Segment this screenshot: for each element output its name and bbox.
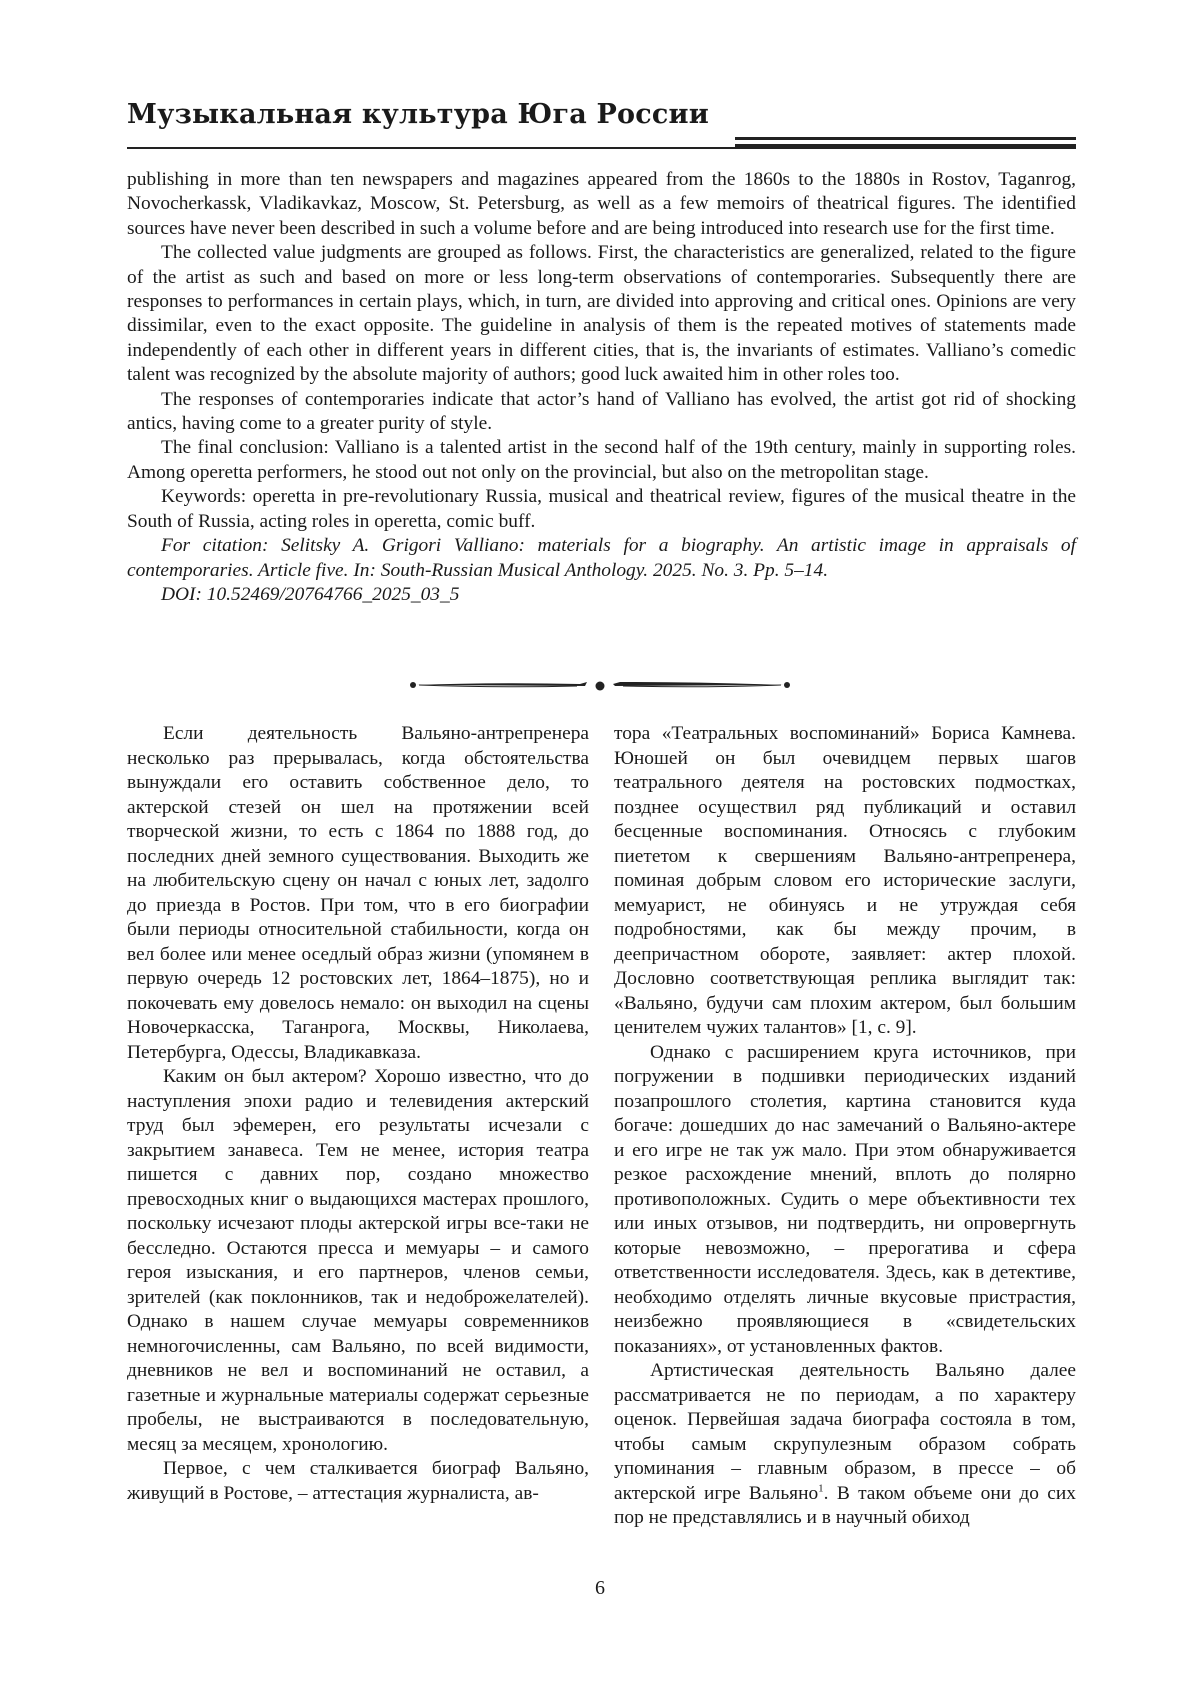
keywords: Keywords: operetta in pre-revolutionary Russia, musical and theatrical review, figures of the musical theatre in the South of Russia, acting roles in operetta, comic buff. [127,486,1076,532]
abstract-paragraph: The final conclusion: Valliano is a talented artist in the second half of the 19th century, mainly in supporting roles. Among operetta performers, he stood out not only on the provincial, but also on the metropolitan stage. [127,437,1076,483]
footnote-marker[interactable]: 1 [818,1482,824,1495]
header-rule-double [735,137,1076,147]
ornament-divider-icon [405,673,795,697]
citation: For citation: Selitsky A. Grigori Valliano: materials for a biography. An artistic image in appraisals of contemporaries. Article five. In: South-Russian Musical Anthology. 2025. No. 3. Pp. 5–14. [127,535,1076,581]
body-paragraph: Если деятельность Вальяно-антрепренера несколько раз прерывалась, когда обстоятельства вынуждали его оставить собственное дело, то актерской стезей он шел на протяжении всей творческой жизни, то есть с 1864 по 1888 год, до последних дней земного существования. Выходить же на любительскую сцену он начал с юных лет, задолго до приезда в Ростов. При том, что в его биографии были периоды относительной стабильности, когда он вел более или менее оседлый образ жизни (упомянем в первую очередь 12 ростовских лет, 1864–1875), но и покочевать ему довелось немало: он выходил на сцены Новочеркасска, Таганрога, Москвы, Николаева, Петербурга, Одессы, Владикавказа. [127,723,589,1063]
abstract-paragraph: publishing in more than ten newspapers and magazines appeared from the 1860s to the 1880s in Rostov, Taganrog, Novocherkassk, Vladikavkaz, Moscow, St. Petersburg, as well as a few memoirs of theatrical figures. The identified sources have never been described in such a volume before and are being introduced into research use for the first time. [127,169,1076,239]
left-column [127,722,589,1506]
abstract-paragraph: The collected value judgments are grouped as follows. First, the characteristics are generalized, related to the figure of the artist as such and based on more or less long-term observations of contemporaries. Subsequently there are responses to performances in certain plays, which, in turn, are divided into approving and critical ones. Opinions are very dissimilar, even to the exact opposite. The guideline in analysis of them is the repeated motives of statements made independently of each other in different years in different cities, that is, the invariants of estimates. Valliano’s comedic talent was recognized by the absolute majority of authors; good luck awaited him in other roles too. [127,242,1076,386]
body-paragraph: Каким он был актером? Хорошо известно, что до наступления эпохи радио и телевидения актерский труд был эфемерен, его результаты исчезали с закрытием занавеса. Тем не менее, история театра пишется с давних пор, создано множество превосходных книг о выдающихся мастерах прошлого, поскольку исчезают плоды актерской игры все-таки не бесследно. Остаются пресса и мемуары – и самого героя изыскания, и его партнеров, членов семьи, зрителей (как поклонников, так и недоброжелателей). Однако в нашем случае мемуары современников немногочисленны, сам Вальяно, по всей видимости, дневников не вел и воспоминаний не оставил, а газетные и журнальные материалы содержат серьезные пробелы, не выстраиваются в последовательную, месяц за месяцем, хронологию. [127,1066,589,1455]
body-paragraph: тора «Театральных воспоминаний» Бориса Камнева. Юношей он был очевидцем первых шагов театрального деятеля на ростовских подмостках, позднее осуществил ряд публикаций и оставил бесценные воспоминания. Относясь с глубоким пиететом к свершениям Вальяно-антрепренера, поминая добрым словом его исторические заслуги, мемуарист, не обинуясь и не утруждая себя подробностями, как бы между прочим, в деепричастном обороте, заявляет: актер плохой. Дословно соответствующая реплика выглядит так: «Вальяно, будучи сам плохим актером, был большим ценителем чужих талантов» [1, с. 9]. [614,723,1076,1038]
body-paragraph [614,1359,1076,1531]
journal-title: Музыкальная культура Юга России [127,99,709,130]
abstract-section [127,168,1076,607]
body-paragraph: Первое, с чем сталкивается биограф Вальяно, живущий в Ростове, – аттестация журналиста, ав- [127,1458,589,1504]
header-rule [127,147,1076,149]
paragraph-text: Артистическая деятельность Вальяно далее рассматривается не по периодам, а по характеру оценок. Первейшая задача биографа состояла в том, чтобы самым скрупулезным образом собрать упоминания – главным образом, в прессе – об актерской игре Вальяно [614,1360,1076,1504]
body-paragraph: Однако с расширением круга источников, при погружении в подшивки периодических изданий позапрошлого столетия, картина становится куда богаче: дошедших до нас замечаний о Вальяно-актере и его игре не так уж мало. При этом обнаруживается резкое расхождение мнений, вплоть до полярно противоположных. Судить о мере объективности тех или иных отзывов, ни подтвердить, ни опровергнуть которые невозможно, – прерогатива и сфера ответственности исследователя. Здесь, как в детективе, необходимо отделять личные вкусовые пристрастия, неизбежно проявляющиеся в «свидетельских показаниях», от установленных фактов. [614,1041,1076,1357]
paragraph-text: . В таком объеме они до сих пор не представлялись и в научный обиход [614,1482,1076,1528]
right-column [614,722,1076,1531]
doi: DOI: 10.52469/20764766_2025_03_5 [161,583,460,605]
page-number: 6 [595,1577,605,1599]
abstract-paragraph: The responses of contemporaries indicate that actor’s hand of Valliano has evolved, the artist got rid of shocking antics, having come to a greater purity of style. [127,388,1076,435]
